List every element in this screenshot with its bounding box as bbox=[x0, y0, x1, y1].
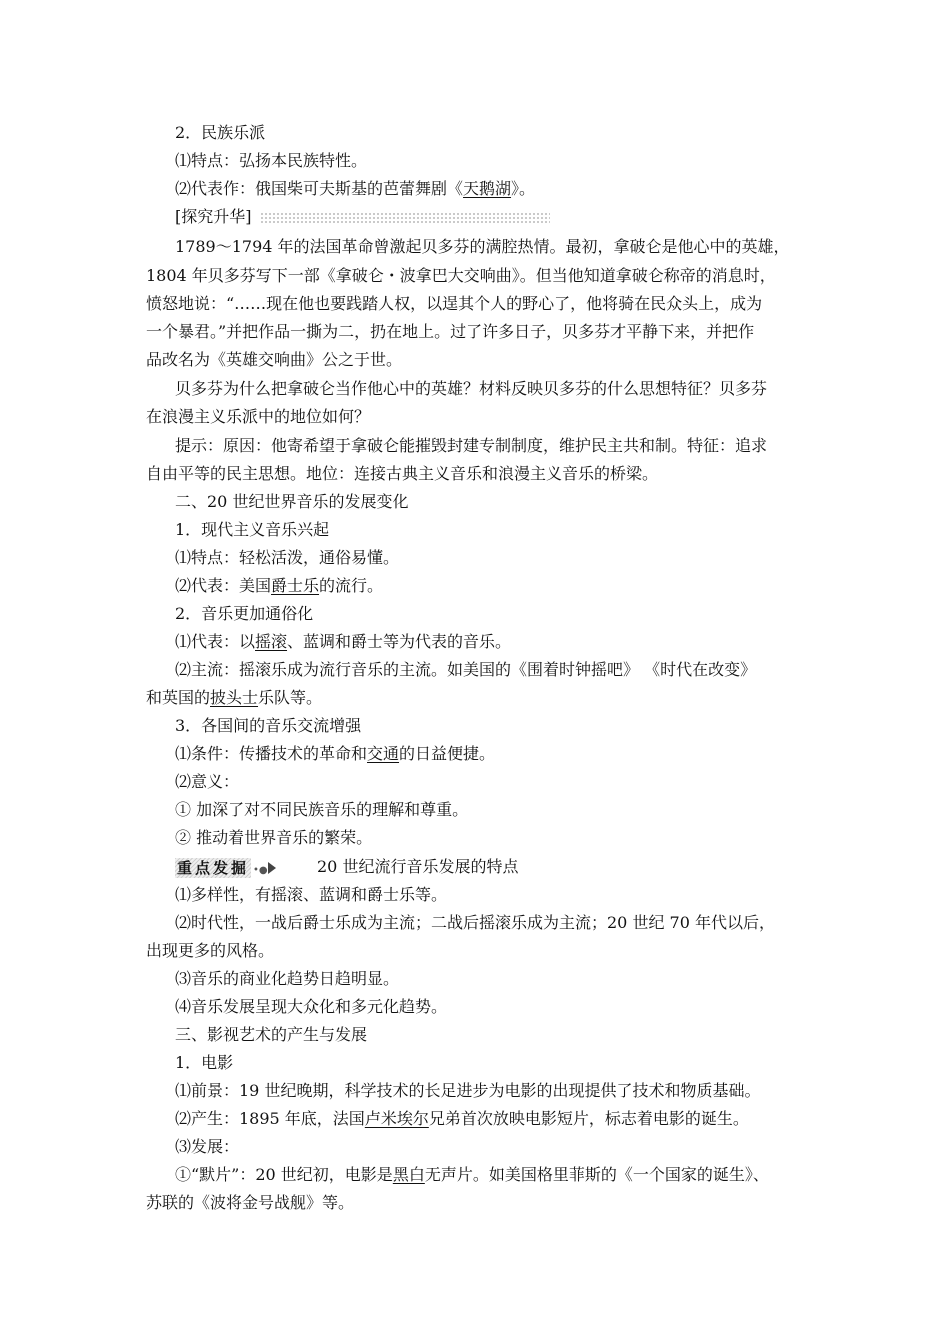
text-line: ⑵意义： bbox=[175, 772, 240, 791]
subsection-heading: 1．现代主义音乐兴起 bbox=[175, 520, 330, 539]
subsection-heading: 3．各国间的音乐交流增强 bbox=[175, 716, 362, 735]
text-line: ①“默片”：20 世纪初，电影是黑白无声片。如美国格里菲斯的《一个国家的诞生》、 bbox=[175, 1165, 769, 1184]
text-line: ⑴条件：传播技术的革命和交通的日益便捷。 bbox=[175, 744, 496, 763]
section-heading: 二、20 世纪世界音乐的发展变化 bbox=[175, 492, 409, 511]
text-line: ⑵代表作：俄国柴可夫斯基的芭蕾舞剧《天鹅湖》。 bbox=[175, 179, 536, 198]
text-line: ⑷音乐发展呈现大众化和多元化趋势。 bbox=[175, 997, 448, 1016]
text-line: ⑵产生：1895 年底，法国卢米埃尔兄弟首次放映电影短片，标志着电影的诞生。 bbox=[175, 1109, 749, 1128]
text-line: ⑴特点：弘扬本民族特性。 bbox=[175, 151, 368, 170]
underlined-term: 摇滚 bbox=[255, 632, 288, 651]
hint-line: 提示：原因：他寄希望于拿破仑能摧毁封建专制制度，维护民主共和制。特征：追求 bbox=[175, 436, 768, 455]
subsection-heading: 2．音乐更加通俗化 bbox=[175, 604, 314, 623]
underlined-term: 卢米埃尔 bbox=[364, 1109, 429, 1128]
text-line: ⑶发展： bbox=[175, 1137, 240, 1156]
underlined-term: 交通 bbox=[367, 744, 400, 763]
key-point-badge: 重点发掘 •● bbox=[175, 858, 275, 878]
underlined-term: 披头士 bbox=[210, 688, 259, 707]
text-line: ⑴代表：以摇滚、蓝调和爵士等为代表的音乐。 bbox=[175, 632, 512, 651]
arrow-right-icon bbox=[268, 862, 276, 874]
paragraph-line: 品改名为《英雄交响曲》公之于世。 bbox=[146, 350, 403, 369]
text-line: ⑴特点：轻松活泼，通俗易懂。 bbox=[175, 548, 400, 567]
dots-icon: •● bbox=[253, 864, 268, 876]
underlined-term: 黑白 bbox=[392, 1165, 425, 1184]
key-point-heading: 重点发掘 •● 20 世纪流行音乐发展的特点 bbox=[177, 857, 519, 877]
question-line: 贝多芬为什么把拿破仑当作他心中的英雄？材料反映贝多芬的什么思想特征？贝多芬 bbox=[175, 379, 768, 398]
text-line: ① 加深了对不同民族音乐的理解和尊重。 bbox=[175, 800, 469, 819]
text-line: ⑴多样性，有摇滚、蓝调和爵士乐等。 bbox=[175, 885, 448, 904]
text-line: ⑵代表：美国爵士乐的流行。 bbox=[175, 576, 384, 595]
decorative-bar bbox=[260, 212, 550, 224]
text-line: ⑵主流：摇滚乐成为流行音乐的主流。如美国的《围着时钟摇吧》 《时代在改变》 bbox=[175, 660, 757, 679]
section-heading: 2．民族乐派 bbox=[175, 123, 266, 142]
text-line: ⑶音乐的商业化趋势日趋明显。 bbox=[175, 969, 400, 988]
paragraph-line: 愤怒地说：“……现在他也要践踏人权，以逞其个人的野心了，他将骑在民众头上，成为 bbox=[146, 294, 763, 313]
text-line: ② 推动着世界音乐的繁荣。 bbox=[175, 828, 373, 847]
text-line: 苏联的《波将金号战舰》等。 bbox=[146, 1193, 355, 1212]
paragraph-line: 1804 年贝多芬写下一部《拿破仑・波拿巴大交响曲》。但当他知道拿破仑称帝的消息时， bbox=[146, 266, 776, 285]
paragraph-line: 1789～1794 年的法国革命曾激起贝多芬的满腔热情。最初，拿破仑是他心中的英雄， bbox=[175, 237, 790, 256]
underlined-term: 天鹅湖 bbox=[463, 179, 512, 198]
section-heading: 三、影视艺术的产生与发展 bbox=[175, 1025, 368, 1044]
text-line: 出现更多的风格。 bbox=[146, 941, 275, 960]
underlined-term: 爵士乐 bbox=[271, 576, 320, 595]
text-line: ⑵时代性，一战后爵士乐成为主流；二战后摇滚乐成为主流；20 世纪 70 年代以后， bbox=[175, 913, 775, 932]
paragraph-line: 一个暴君。”并把作品一撕为二，扔在地上。过了许多日子，贝多芬才平静下来，并把作 bbox=[146, 322, 755, 341]
explore-heading: [探究升华] bbox=[175, 207, 550, 227]
question-line: 在浪漫主义乐派中的地位如何？ bbox=[146, 407, 371, 426]
text-line: 和英国的披头士乐队等。 bbox=[146, 688, 323, 707]
subsection-heading: 1．电影 bbox=[175, 1053, 234, 1072]
text-line: ⑴前景：19 世纪晚期，科学技术的长足进步为电影的出现提供了技术和物质基础。 bbox=[175, 1081, 761, 1100]
hint-line: 自由平等的民主思想。地位：连接古典主义音乐和浪漫主义音乐的桥梁。 bbox=[146, 464, 659, 483]
